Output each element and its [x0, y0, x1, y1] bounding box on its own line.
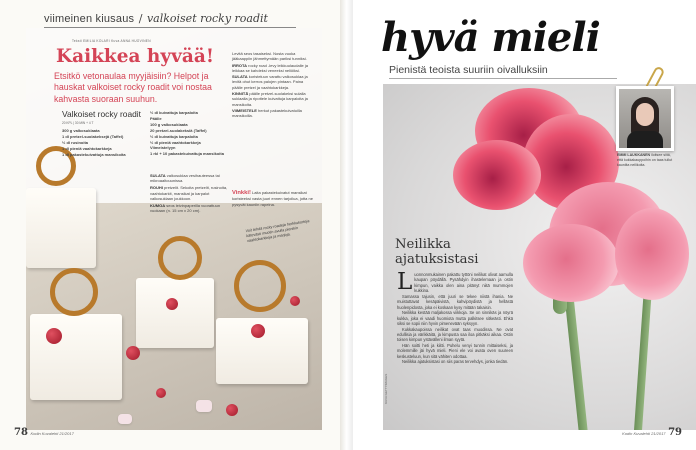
cake-piece	[26, 188, 96, 268]
magazine-name: Kodin Kuvalehti 21/2017	[622, 431, 666, 436]
author-bio-text: iloitsee siitä, että kukkakauppoihin on taas tullut kauniita neilikoita.	[617, 153, 673, 167]
ingredient: Viimeistelyyn	[150, 145, 176, 151]
author-bio	[617, 153, 677, 167]
step-text: valkosuklaa vesihauteessa tai mikroaaltouunissa.	[150, 173, 220, 184]
step-text: päälle pretzel-suolakeksi sulalla suklaalla ja ripottele kuivattuja karpaloita ja mansikoita.	[232, 91, 308, 107]
ingredient: 1 dl pieniä vaahtokarkkeja	[62, 145, 112, 151]
step-label: KINNITÄ	[232, 91, 249, 97]
page-number: 79	[668, 427, 682, 438]
right-page	[353, 0, 696, 450]
step-text: koristeluun varattu valkosuklaa ja levitä ohut kerros palojen pintaan. Paina päälle pretzel ja vaahtokarkkeja.	[232, 74, 308, 90]
avatar	[619, 89, 671, 148]
page-number: 78	[14, 427, 28, 438]
ingredient: ½ dl pieniä vaahtokarkkeja	[150, 139, 201, 145]
subtitle-rule	[389, 78, 617, 79]
section-header	[44, 12, 268, 25]
berry	[251, 324, 265, 338]
recipe-title: Valkoiset rocky roadit	[62, 109, 141, 119]
ingredient: 1 rkl + 10 pakastekuivattuja mansikoita	[150, 151, 224, 157]
header-rule	[44, 27, 296, 28]
ingredient-list	[62, 128, 126, 158]
step	[150, 203, 230, 214]
cake-piece	[30, 314, 122, 400]
step	[232, 108, 314, 119]
ingredient: ½ dl kuivattuja karpaloita	[150, 110, 198, 115]
paragraph: uonnonmukainen pakattu tyttöni neilikat olivat aamulla kaupan pöydällä. Pysähdyin ihastelemaan ja ostin kimpun, vaikka olen aina pitänyt niitä mummojen kukkina.	[414, 272, 513, 294]
step	[232, 63, 314, 74]
paragraph: Kukkakaupoissa neilikat ovat taas muodissa. Ne ovat edullisia ja värikkäitä, ja kimpusta saa iloa pitkäksi aikaa. Ostin toisen kimpun ystävälleni ilman syytä.	[397, 326, 513, 343]
cake-piece	[136, 278, 214, 348]
section-topic: valkoiset rocky roadit	[146, 12, 268, 25]
berry	[156, 388, 166, 398]
ingredient: 300 g valkosuklaata	[62, 128, 100, 133]
article-title-line: Neilikka	[395, 237, 451, 252]
ingredient: Päälle	[150, 115, 162, 121]
berry	[290, 296, 300, 306]
step-label: VIIMEISTELE	[232, 107, 257, 113]
step-text: rocky road -levy leikkuulaudalle ja leikkaa se kahdeksi veneeksi neliöiksi.	[232, 62, 308, 73]
article-title	[395, 237, 479, 267]
ingredient-list	[150, 110, 224, 157]
step-label: ROUHI	[150, 185, 163, 191]
credits: Teksti EMILIA KOLARI Kuva ANNA HUOVINEN	[72, 39, 151, 43]
berry	[46, 328, 62, 344]
step-label: KUMOA	[150, 203, 166, 209]
step-text: herkut pakastekuivatuilla mansikoilla.	[232, 107, 302, 119]
author-name: EMMI LAUKKANEN	[617, 153, 651, 157]
marshmallow	[196, 400, 212, 412]
section-separator: /	[138, 12, 143, 25]
article-intro: Etsitkö vetonaulaa myyjäisiin? Helpot ja hauskat valkoiset rocky roadit voi nostaa kahvasta suoraan suuhun.	[54, 71, 212, 104]
spread-gutter	[340, 0, 353, 450]
paragraph: Samassa tajusin, että juuri se tekee niistä ihania. Ne muistuttavat kesäpäivistä, kahvipöydistä ja hellästä huolenpidosta, joka ei koskaan kysy mitään takaisin.	[397, 293, 513, 310]
berry	[166, 298, 178, 310]
ingredient: 1 dl pretzel-suolakeksejä (Taffel)	[62, 133, 124, 139]
paragraph: Hän soitti heti ja kiitti. Puhelu venyi tunnin mittaiseksi, ja molemmille jäi hyvä mieli. Pieni ele voi avata oven suureen keskusteluun, kun sitä vähiten odottaa.	[397, 342, 513, 359]
paragraph: Neilikka kestää maljakossa viikkoja. Se on sinnikäs ja nöyrä kukka, joka ei vaadi huomiota mutta palkitsee sitkeästi. Ehkä siksi se sopii niin hyvin pimenevään syksyyn.	[397, 310, 513, 327]
section-subtitle: Pienistä teoista suuriin oivalluksiin	[389, 64, 548, 76]
step-text: pretzelit. Sekoita pretzelit, rusinoita, vaahtokarkit, mansikat ja karpalot valkosuklaan joukkoon.	[150, 185, 228, 202]
recipe-steps	[150, 173, 230, 215]
article-title: Kaikkea hyvää!	[56, 46, 214, 67]
step	[150, 185, 230, 201]
step	[150, 173, 230, 184]
page-footer	[622, 427, 682, 438]
paragraph: Neilikka ajatuksistasi on siis paras tervehdys, jonka tiedän.	[402, 359, 509, 365]
marshmallow	[118, 414, 132, 424]
tip-box	[232, 190, 314, 207]
photo-credit: KUVA GETTYIMAGES	[384, 373, 388, 404]
step	[232, 91, 314, 107]
page-footer	[14, 427, 74, 438]
tip-text: Laita pakastekuivatut mansikat koristeeksi vasta juuri ennen tarjoilua, jotta ne pysyvät kauniin rapeina.	[232, 190, 313, 207]
recipe-yield: 20 KPL | 30 MIN + 4 T	[62, 121, 94, 125]
step	[232, 51, 314, 62]
ingredient: 20 pretzel-suolakeksiä (Taffel)	[150, 127, 207, 133]
berry	[226, 404, 238, 416]
berry	[126, 346, 140, 360]
section-title: hyvä mieli	[381, 14, 600, 61]
step-label: IRROTA	[232, 62, 248, 68]
author-portrait	[616, 86, 674, 151]
article-title-line: ajatuksistasi	[395, 252, 479, 267]
ingredient: ½ dl rusinoita	[62, 139, 89, 145]
left-page	[0, 0, 340, 450]
recipe-steps-continued	[232, 51, 314, 120]
ingredient: ½ dl kuivattuja karpaloita	[150, 133, 198, 139]
carnation-red	[453, 140, 541, 210]
step-label: SULATA	[150, 173, 166, 178]
ingredient: 100 g valkosuklaata	[150, 121, 188, 127]
step-label: SULATA	[232, 74, 248, 80]
step-text: Levitä seos tasaiseksi. Nosta vuoka jääkaappiin jähmettymään pariksi tunniksi.	[232, 51, 307, 62]
carnation-pink	[523, 224, 619, 302]
tip-label: Vinkki!	[232, 190, 251, 196]
pretzel	[158, 236, 202, 280]
magazine-name: Kodin Kuvalehti 21/2017	[30, 431, 74, 436]
step	[232, 74, 314, 90]
drop-cap: L	[397, 269, 413, 295]
photo-caption: Voit tehdä rocky roadeja herkkukorteja kätevästi muotin avulla pienikin vaahtokarkkeja ja marjoja.	[245, 219, 310, 244]
pretzel	[50, 268, 98, 316]
ingredient: 1 dl pakastekuivattuja mansikoita	[62, 151, 126, 157]
article-body	[397, 269, 513, 365]
carnation-pink	[615, 208, 689, 300]
pretzel	[234, 260, 286, 312]
step-text: seos leivinpaperilla vuorattuun vuokaan (n. 15 cm x 20 cm).	[150, 203, 221, 214]
section-keyword: viimeinen kiusaus	[44, 13, 135, 25]
